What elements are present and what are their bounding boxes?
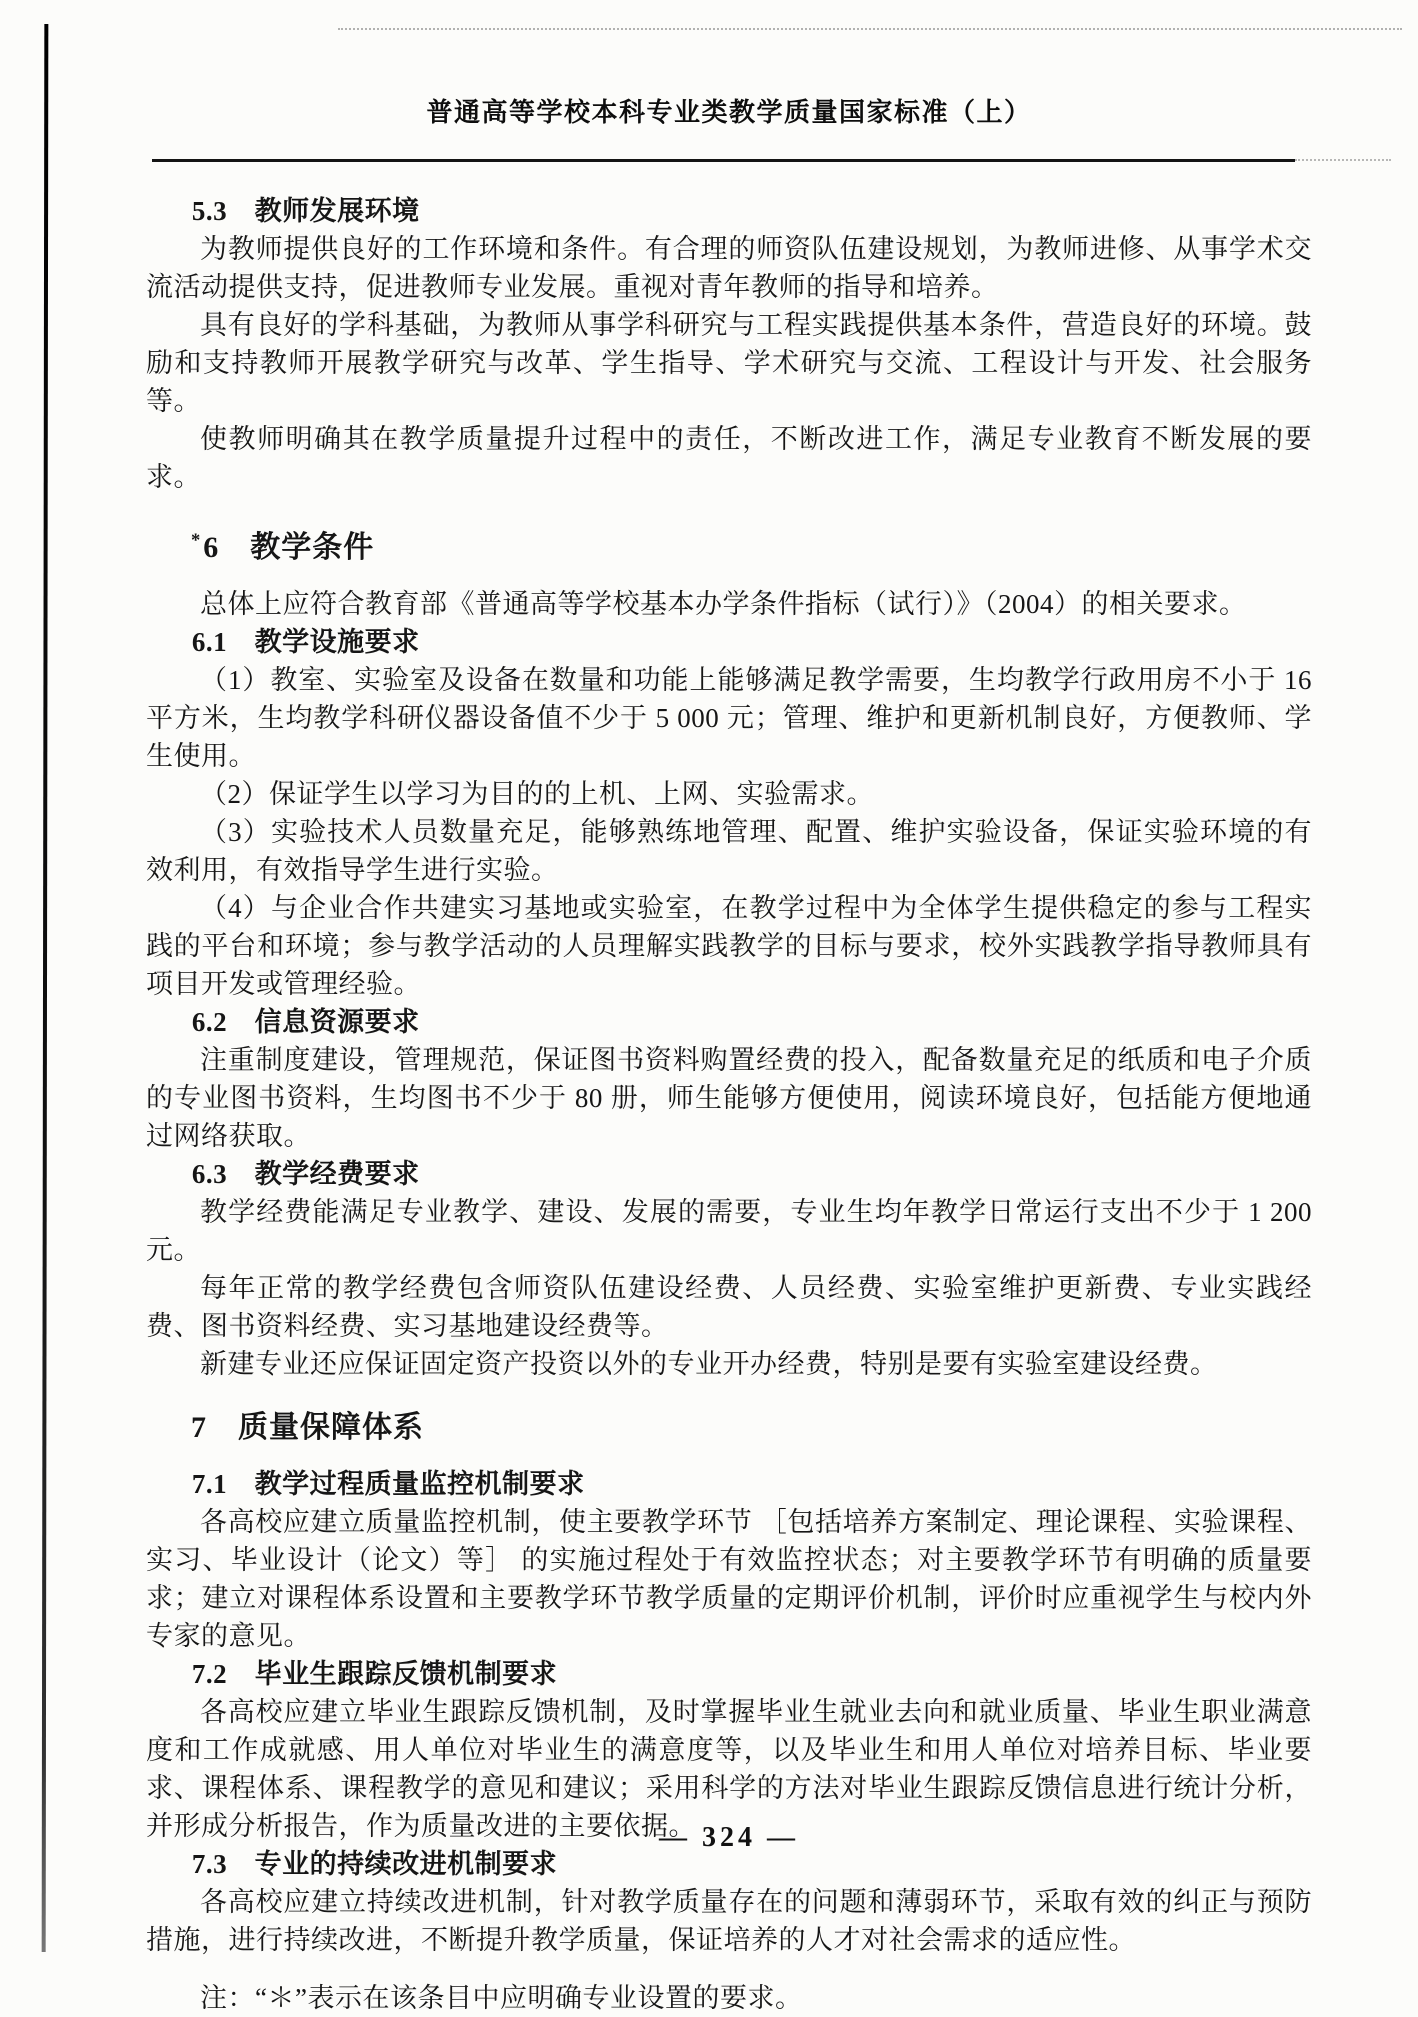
running-head-title: 普通高等学校本科专业类教学质量国家标准（上） xyxy=(426,97,1032,127)
paragraph: 教学经费能满足专业教学、建设、发展的需要，专业生均年教学日常运行支出不少于 1 200 元。 xyxy=(146,1197,1313,1265)
book-binding-scan-artifact xyxy=(42,24,49,1952)
scan-dotted-line-artifact xyxy=(338,28,1402,30)
section-heading: 7.2 毕业生跟踪反馈机制要求 xyxy=(191,1659,558,1689)
paragraph: 为教师提供良好的工作环境和条件。有合理的师资队伍建设规划，为教师进修、从事学术交流活动提供支持，促进教师专业发展。重视对青年教师的指导和培养。 xyxy=(146,234,1312,302)
chapter-heading: *6 教学条件 xyxy=(146,518,1312,571)
section-heading: 6.2 信息资源要求 xyxy=(191,1007,420,1037)
paragraph: 总体上应符合教育部《普通高等学校基本办学条件指标（试行）》（2004）的相关要求。 xyxy=(200,589,1247,619)
paragraph: 使教师明确其在教学质量提升过程中的责任，不断改进工作，满足专业教育不断发展的要求。 xyxy=(146,424,1312,492)
chapter-heading: 7 质量保障体系 xyxy=(191,1411,424,1444)
paragraph: 注重制度建设，管理规范，保证图书资料购置经费的投入，配备数量充足的纸质和电子介质的专业图书资料，生均图书不少于 80 册，师生能够方便使用，阅读环境良好，包括能方便地通过网络获取。 xyxy=(146,1045,1313,1151)
section-heading: 5.3 教师发展环境 xyxy=(191,196,420,226)
section-heading: 7.1 教学过程质量监控机制要求 xyxy=(191,1469,585,1499)
document-body xyxy=(146,192,1312,2017)
paragraph: 各高校应建立质量监控机制，使主要教学环节 ［包括培养方案制定、理论课程、实验课程、实习、毕业设计（论文）等］ 的实施过程处于有效监控状态；对主要教学环节有明确的质量要求；建立对课程体系设置和主要教学环节教学质量的定期评价机制，评价时应重视学生与校内外专家的意见。 xyxy=(146,1507,1312,1651)
paragraph: 具有良好的学科基础，为教师从事学科研究与工程实践提供基本条件，营造良好的环境。鼓励和支持教师开展教学研究与改革、学生指导、学术研究与交流、工程设计与开发、社会服务等。 xyxy=(146,310,1312,416)
section-heading: 6.1 教学设施要求 xyxy=(191,627,420,657)
paragraph: 每年正常的教学经费包含师资队伍建设经费、人员经费、实验室维护更新费、专业实践经费、图书资料经费、实习基地建设经费等。 xyxy=(146,1273,1312,1341)
paragraph: 新建专业还应保证固定资产投资以外的专业开办经费，特别是要有实验室建设经费。 xyxy=(200,1349,1218,1379)
header-rule xyxy=(152,159,1295,162)
paragraph: （4）与企业合作共建实习基地或实验室，在教学过程中为全体学生提供稳定的参与工程实践的平台和环境；参与教学活动的人员理解实践教学的目标与要求，校外实践教学指导教师具有项目开发或管理经验。 xyxy=(146,893,1313,999)
paragraph: 各高校应建立毕业生跟踪反馈机制，及时掌握毕业生就业去向和就业质量、毕业生职业满意度和工作成就感、用人单位对毕业生的满意度等，以及毕业生和用人单位对培养目标、毕业要求、课程体系、课程教学的意见和建议；采用科学的方法对毕业生跟踪反馈信息进行统计分析，并形成分析报告，作为质量改进的主要依据。 xyxy=(146,1697,1312,1841)
asterisk-marker: * xyxy=(191,530,202,551)
page-number: — 324 — xyxy=(659,1822,799,1853)
section-heading: 6.3 教学经费要求 xyxy=(191,1159,420,1189)
paragraph: 各高校应建立持续改进机制，针对教学质量存在的问题和薄弱环节，采取有效的纠正与预防措施，进行持续改进，不断提升教学质量，保证培养的人才对社会需求的适应性。 xyxy=(146,1887,1312,1955)
note-line: 注：“＊”表示在该条目中应明确专业设置的要求。 xyxy=(200,1983,803,2013)
paragraph: （3）实验技术人员数量充足，能够熟练地管理、配置、维护实验设备，保证实验环境的有效利用，有效指导学生进行实验。 xyxy=(146,817,1313,885)
paragraph: （2）保证学生以学习为目的的上机、上网、实验需求。 xyxy=(200,779,874,809)
paragraph: （1）教室、实验室及设备在数量和功能上能够满足教学需要，生均教学行政用房不小于 16 平方米，生均教学科研仪器设备值不少于 5 000 元；管理、维护和更新机制良好，方便教师、学生使用。 xyxy=(146,665,1313,771)
section-heading: 7.3 专业的持续改进机制要求 xyxy=(191,1849,558,1879)
